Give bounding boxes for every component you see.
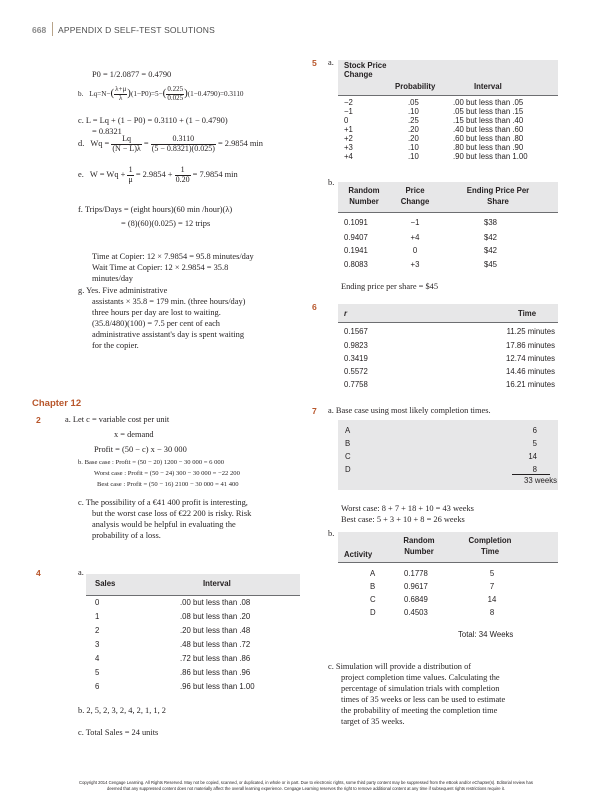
activity-id: D (370, 608, 376, 617)
stock-change: 0 (344, 116, 349, 125)
q7c-line6: target of 35 weeks. (341, 717, 405, 726)
base-total: 33 weeks (524, 476, 557, 485)
e-frac1-num: 1 (128, 165, 133, 174)
e-frac2-den: 0.20 (175, 174, 190, 184)
b-frac1-den: λ (119, 93, 123, 102)
running-header: APPENDIX D SELF-TEST SOLUTIONS (58, 25, 215, 35)
base-activity: D (345, 465, 351, 474)
base-activity: B (345, 439, 351, 448)
header-divider (52, 22, 53, 36)
q7c-line3: percentage of simulation trials with completion (341, 684, 500, 693)
base-time: 6 (532, 426, 537, 435)
stock-interval: .90 but less than 1.00 (453, 152, 528, 161)
page-number: 668 (32, 25, 47, 35)
completion-time-header: Completion Time (468, 536, 512, 556)
time-value: 17.86 minutes (506, 341, 555, 350)
sales-table-rule (86, 595, 300, 596)
q7a-text: a. Base case using most likely completion times. (328, 406, 491, 415)
activity-header: Activity (344, 550, 373, 559)
q2b-best: Best case : Profit = (50 − 16) 2100 − 30 000 = 41 400 (97, 481, 239, 488)
ending-price-summary: Ending price per share = $45 (341, 282, 439, 291)
sales-value: 4 (95, 654, 100, 663)
part-e-lead: W = Wq + (89, 170, 126, 180)
activity-rn: 0.9617 (404, 582, 428, 591)
stock-change: +1 (344, 125, 353, 134)
r-value: 0.9823 (344, 341, 368, 350)
r-value: 0.1567 (344, 327, 368, 336)
part-e-mid: = 2.9854 + (135, 170, 173, 180)
e-frac2-num: 1 (175, 166, 191, 176)
activity-total: Total: 34 Weeks (458, 630, 514, 639)
part-g-line1: g. Yes. Five administrative (78, 286, 168, 295)
ending-price-header: Ending Price Per Share (466, 186, 530, 206)
question-5-number: 5 (312, 58, 317, 68)
rn-value: 0.1941 (344, 246, 368, 255)
base-sum-rule (512, 474, 550, 475)
chapter-heading: Chapter 12 (32, 398, 82, 409)
d-frac1-den: (N − L)λ (112, 143, 141, 153)
random-number-header: Random Number (348, 186, 380, 206)
stock-prob: .10 (408, 107, 419, 116)
b-frac1-num: λ+μ (115, 85, 127, 94)
stock-change: +2 (344, 134, 353, 143)
q4a-label: a. (78, 568, 84, 577)
ending-price-value: $42 (484, 246, 498, 255)
activity-id: A (370, 569, 376, 578)
price-change-value: +4 (410, 233, 420, 242)
r-value: 0.3419 (344, 354, 368, 363)
time-value: 16.21 minutes (506, 380, 555, 389)
time-header: Time (518, 309, 537, 318)
question-6-number: 6 (312, 302, 317, 312)
stock-change: +3 (344, 143, 353, 152)
sales-interval: .08 but less than .20 (180, 612, 251, 621)
base-time: 14 (528, 452, 537, 461)
q7c-line4: times of 35 weeks or less can be used to estimate (341, 695, 506, 704)
q2c-line3: analysis would be helpful in evaluating the (92, 520, 236, 529)
stock-interval: .15 but less than .40 (453, 116, 524, 125)
price-change-value: −1 (410, 218, 420, 227)
p0-equation: P0 = 1/2.0877 = 0.4790 (92, 70, 172, 79)
sales-interval: .00 but less than .08 (180, 598, 251, 607)
part-d-lead: Wq = (90, 139, 110, 149)
q2c-line2: but the worst case loss of €22 200 is risky. Risk (92, 509, 252, 518)
price-change-value: +3 (410, 260, 420, 269)
part-c-line2: = 0.8321 (92, 127, 122, 136)
ending-price-value: $45 (484, 260, 498, 269)
copier-time: Time at Copier: 12 × 7.9854 = 95.8 minutes/day (92, 252, 254, 261)
sales-interval: .86 but less than .96 (180, 668, 251, 677)
rn-value: 0.9407 (344, 233, 368, 242)
stock-interval: .80 but less than .90 (453, 143, 524, 152)
base-activity: A (345, 426, 351, 435)
rn-value: 0.8083 (344, 260, 368, 269)
part-b-lead: Lq=N− (89, 90, 111, 98)
part-g-line4: (35.8/480)(100) = 7.5 per cent of each (92, 319, 220, 328)
part-d-result: = 2.9854 min (217, 139, 263, 149)
part-d-label: d. (78, 139, 85, 149)
stock-interval: .05 but less than .15 (453, 107, 524, 116)
part-f-line2: = (8)(60)(0.025) = 12 trips (121, 219, 211, 228)
sales-value: 1 (95, 612, 100, 621)
stock-table-rule (338, 95, 558, 96)
question-2-number: 2 (36, 415, 41, 425)
probability-header: Probability (395, 82, 436, 91)
part-d-equation (78, 135, 263, 154)
part-b-equation: b. Lq=N−( $\frac{\lambda+\mu}{\lambda}$ )(1−P0)=5−( $\frac{0.225}{0.025}$ )(1−0.4790)=0.3110 (78, 85, 244, 102)
activity-table-rule (338, 562, 558, 563)
part-g-line6: for the copier. (92, 341, 139, 350)
activity-time: 7 (489, 582, 495, 591)
activity-time: 5 (489, 569, 495, 578)
base-time: 8 (532, 465, 537, 474)
q7b-label: b. (328, 529, 335, 538)
rn-value: 0.1091 (344, 218, 368, 227)
q4c-total: c. Total Sales = 24 units (78, 728, 159, 737)
sales-interval: .48 but less than .72 (180, 640, 251, 649)
activity-time: 14 (487, 595, 497, 604)
activity-id: C (370, 595, 376, 604)
random-number-col-header: Random Number (403, 536, 435, 556)
sales-value: 0 (95, 598, 100, 607)
stock-prob: .20 (408, 134, 419, 143)
stock-interval: .40 but less than .60 (453, 125, 524, 134)
stock-prob: .20 (408, 125, 419, 134)
interval-col-header: Interval (203, 579, 231, 588)
sales-interval: .20 but less than .48 (180, 626, 251, 635)
price-change-header: Price Change (400, 186, 430, 206)
sales-col-header: Sales (95, 579, 116, 588)
activity-id: B (370, 582, 376, 591)
part-d-eq: = (143, 139, 149, 149)
part-g-line3: three hours per day are lost to waiting. (92, 308, 221, 317)
best-case-line: Best case: 5 + 3 + 10 + 8 = 26 weeks (341, 515, 465, 524)
q7c-line5: the probability of meeting the completion time (341, 706, 498, 715)
q2a-line3: Profit = (50 − c) x − 30 000 (94, 445, 187, 454)
q7c-line1: c. Simulation will provide a distribution of (328, 662, 472, 671)
base-activity: C (345, 452, 351, 461)
stock-prob: .05 (408, 98, 419, 107)
question-4-number: 4 (36, 568, 41, 578)
q2a-line1: a. Let c = variable cost per unit (65, 415, 170, 424)
r-header: r (344, 309, 348, 318)
stock-prob: .10 (408, 152, 419, 161)
part-f-line1: f. Trips/Days = (eight hours)(60 min /hour)(λ) (78, 205, 233, 214)
copyright-line1: Copyright 2014 Cengage Learning. All Rights Reserved. May not be copied, scanned, or duplicated, in whole or in part. Due to electronic rights, some third party content may be suppressed from the eBook and/or eChapter(s). Editorial review has (79, 780, 533, 785)
q2b-worst: Worst case : Profit = (50 − 24) 300 − 30 000 = −22 200 (94, 470, 240, 477)
d-frac2-den: (5 − 0.8321)(0.025) (151, 143, 215, 153)
activity-rn: 0.6849 (404, 595, 428, 604)
stock-change: −2 (344, 98, 353, 107)
sales-value: 5 (95, 668, 100, 677)
random-table-rule (338, 212, 558, 213)
time-value: 12.74 minutes (506, 354, 555, 363)
price-change-value: 0 (412, 246, 418, 255)
part-b-tail: (1−0.4790)=0.3110 (187, 90, 244, 98)
sales-interval: .96 but less than 1.00 (180, 682, 255, 691)
sales-table-header-bg (86, 574, 300, 595)
stock-price-change-header: Stock Price Change (344, 61, 387, 79)
interval-header: Interval (474, 82, 502, 91)
stock-change: +4 (344, 152, 353, 161)
part-b-mid: (1−P0)=5− (130, 90, 163, 98)
activity-time: 8 (489, 608, 495, 617)
stock-prob: .25 (408, 116, 419, 125)
q2b-base: b. Base case : Profit = (50 − 20) 1200 − 30 000 = 6 000 (78, 459, 224, 466)
worst-case-line: Worst case: 8 + 7 + 18 + 10 = 43 weeks (341, 504, 474, 513)
copier-wait: Wait Time at Copier: 12 × 2.9854 = 35.8 (92, 263, 229, 272)
q5a-label: a. (328, 58, 334, 67)
question-7-number: 7 (312, 406, 317, 416)
sales-value: 3 (95, 640, 100, 649)
r-value: 0.7758 (344, 380, 368, 389)
b-frac2-num: 0.225 (167, 85, 184, 94)
r-value: 0.5572 (344, 367, 368, 376)
part-g-line5: administrative assistant's day is spent waiting (92, 330, 245, 339)
part-e-label: e. (78, 170, 84, 180)
q2c-line4: probability of a loss. (92, 531, 161, 540)
part-g-line2: assistants × 35.8 = 179 min. (three hours/day) (92, 297, 246, 306)
d-frac1-num: Lq (111, 135, 141, 145)
time-value: 14.46 minutes (506, 367, 555, 376)
activity-rn: 0.1778 (404, 569, 428, 578)
stock-interval: .00 but less than .05 (453, 98, 524, 107)
ending-price-value: $38 (484, 218, 498, 227)
ending-price-value: $42 (484, 233, 498, 242)
part-b-label: b. (78, 90, 84, 98)
part-e-result: = 7.9854 min (192, 170, 238, 180)
part-c-line1: c. L = Lq + (1 − P0) = 0.3110 + (1 − 0.4790) (78, 116, 228, 125)
q4b-sequence: b. 2, 5, 2, 3, 2, 4, 2, 1, 1, 2 (78, 706, 166, 715)
stock-prob: .10 (408, 143, 419, 152)
d-frac2-num: 0.3110 (151, 135, 216, 145)
stock-interval: .60 but less than .80 (453, 134, 524, 143)
q2a-line2: x = demand (114, 430, 154, 439)
activity-rn: 0.4503 (404, 608, 428, 617)
copyright-line2: deemed that any suppressed content does not materially affect the overall learning experience. Cengage Learning reserves the right to remove additional content at any time if subsequent rights restrictions require it. (107, 785, 505, 791)
e-frac1-den: μ (128, 174, 133, 184)
sales-interval: .72 but less than .86 (180, 654, 251, 663)
part-e-equation (78, 166, 238, 185)
copier-wait-unit: minutes/day (92, 274, 133, 283)
q7c-line2: project completion time values. Calculating the (341, 673, 500, 682)
b-frac2-den: 0.025 (167, 93, 184, 102)
copyright-footer (36, 780, 576, 791)
time-table-rule (338, 322, 558, 323)
sales-value: 2 (95, 626, 100, 635)
q5b-label: b. (328, 178, 335, 187)
stock-change: −1 (344, 107, 353, 116)
q2c-line1: c. The possibility of a €41 400 profit is interesting, (78, 498, 248, 507)
sales-value: 6 (95, 682, 100, 691)
time-value: 11.25 minutes (506, 327, 555, 336)
base-time: 5 (532, 439, 537, 448)
